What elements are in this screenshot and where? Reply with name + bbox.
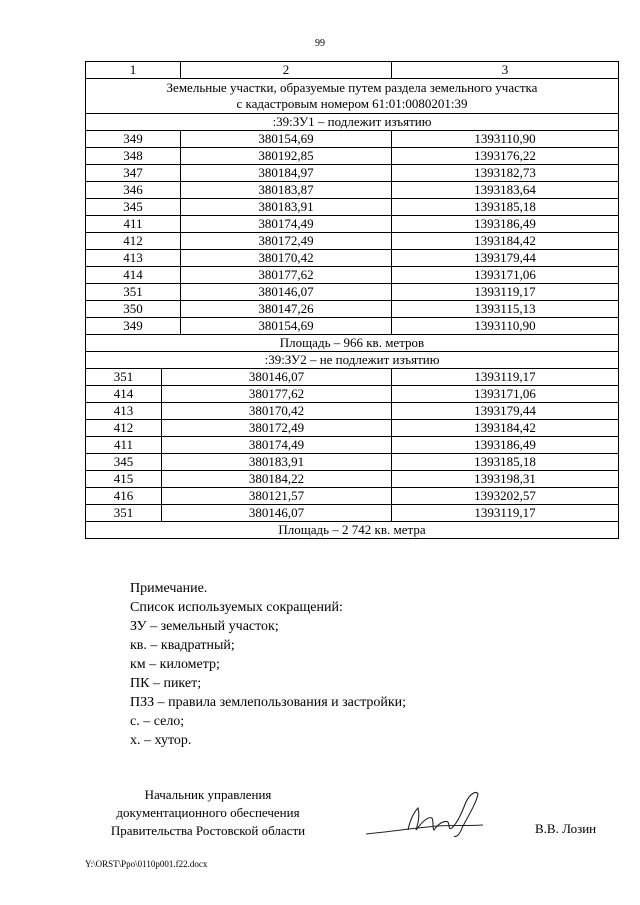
point-number-cell: 350	[86, 301, 181, 318]
y-coordinate-cell: 1393198,31	[392, 471, 619, 488]
point-number-cell: 345	[86, 199, 181, 216]
x-coordinate-cell: 380172,49	[162, 420, 392, 437]
y-coordinate-cell: 1393110,90	[392, 131, 619, 148]
note-line: с. – село;	[130, 714, 185, 729]
part1-area-row	[86, 335, 619, 352]
x-coordinate-cell: 380177,62	[162, 386, 392, 403]
y-coordinate-cell: 1393202,57	[392, 488, 619, 505]
x-coordinate-cell: 380170,42	[181, 250, 392, 267]
y-coordinate-cell: 1393171,06	[392, 386, 619, 403]
table-row	[86, 267, 619, 284]
page-number: 99	[315, 38, 325, 49]
x-coordinate-cell: 380183,91	[162, 454, 392, 471]
table-row	[86, 165, 619, 182]
table-row	[86, 471, 619, 488]
y-coordinate-cell: 1393186,49	[392, 216, 619, 233]
section-title-line: с кадастровым номером 61:01:0080201:39	[236, 96, 468, 111]
part2-title-row	[86, 352, 619, 369]
file-path: Y:\ORST\Ppo\0110p001.f22.docx	[85, 859, 208, 869]
point-number-cell: 411	[86, 216, 181, 233]
x-coordinate-cell: 380146,07	[162, 505, 392, 522]
y-coordinate-cell: 1393115,13	[392, 301, 619, 318]
table-row	[86, 369, 619, 386]
x-coordinate-cell: 380174,49	[181, 216, 392, 233]
x-coordinate-cell: 380184,97	[181, 165, 392, 182]
point-number-cell: 351	[86, 369, 162, 386]
column-header: 2	[181, 62, 392, 79]
x-coordinate-cell: 380177,62	[181, 267, 392, 284]
note-line: Список используемых сокращений:	[130, 600, 343, 615]
point-number-cell: 413	[86, 403, 162, 420]
table-row	[86, 199, 619, 216]
point-number-cell: 413	[86, 250, 181, 267]
part1-title: :39:ЗУ1 – подлежит изъятию	[86, 114, 619, 131]
table-row	[86, 488, 619, 505]
y-coordinate-cell: 1393185,18	[392, 199, 619, 216]
position-line: документационного обеспечения	[116, 805, 300, 820]
point-number-cell: 414	[86, 386, 162, 403]
coordinates-table	[85, 61, 619, 369]
table-row	[86, 454, 619, 471]
y-coordinate-cell: 1393185,18	[392, 454, 619, 471]
note-line: х. – хутор.	[130, 733, 192, 748]
y-coordinate-cell: 1393171,06	[392, 267, 619, 284]
table-row	[86, 216, 619, 233]
y-coordinate-cell: 1393182,73	[392, 165, 619, 182]
table-row	[86, 505, 619, 522]
x-coordinate-cell: 380192,85	[181, 148, 392, 165]
column-header: 3	[392, 62, 619, 79]
y-coordinate-cell: 1393179,44	[392, 403, 619, 420]
part-title-row	[86, 114, 619, 131]
point-number-cell: 349	[86, 318, 181, 335]
x-coordinate-cell: 380154,69	[181, 318, 392, 335]
x-coordinate-cell: 380147,26	[181, 301, 392, 318]
signer-name: В.В. Лозин	[535, 821, 597, 836]
point-number-cell: 416	[86, 488, 162, 505]
table-row	[86, 318, 619, 335]
y-coordinate-cell: 1393119,17	[392, 505, 619, 522]
x-coordinate-cell: 380154,69	[181, 131, 392, 148]
note-line: ЗУ – земельный участок;	[130, 619, 279, 634]
part2-area: Площадь – 2 742 кв. метра	[86, 522, 619, 539]
table-row	[86, 284, 619, 301]
point-number-cell: 347	[86, 165, 181, 182]
table-row	[86, 301, 619, 318]
table-row	[86, 182, 619, 199]
y-coordinate-cell: 1393186,49	[392, 437, 619, 454]
note-line: Примечание.	[130, 581, 208, 596]
y-coordinate-cell: 1393184,42	[392, 233, 619, 250]
table-header-row	[86, 62, 619, 79]
handwritten-signature	[358, 782, 508, 842]
y-coordinate-cell: 1393176,22	[392, 148, 619, 165]
note-line: ПЗЗ – правила землепользования и застройки;	[130, 695, 407, 710]
note-line: км – километр;	[130, 657, 220, 672]
x-coordinate-cell: 380174,49	[162, 437, 392, 454]
part2-title: :39:ЗУ2 – не подлежит изъятию	[86, 352, 619, 369]
table-row	[86, 386, 619, 403]
section-title-line: Земельные участки, образуемые путем раздела земельного участка	[166, 80, 538, 95]
x-coordinate-cell: 380146,07	[162, 369, 392, 386]
x-coordinate-cell: 380183,87	[181, 182, 392, 199]
position-line: Правительства Ростовской области	[110, 823, 306, 838]
point-number-cell: 412	[86, 420, 162, 437]
point-number-cell: 412	[86, 233, 181, 250]
y-coordinate-cell: 1393184,42	[392, 420, 619, 437]
table-row	[86, 131, 619, 148]
x-coordinate-cell: 380183,91	[181, 199, 392, 216]
column-header: 1	[86, 62, 181, 79]
point-number-cell: 345	[86, 454, 162, 471]
y-coordinate-cell: 1393119,17	[392, 284, 619, 301]
table-row	[86, 403, 619, 420]
table-row	[86, 250, 619, 267]
point-number-cell: 351	[86, 284, 181, 301]
part1-area: Площадь – 966 кв. метров	[86, 335, 619, 352]
coordinates-table-part2	[85, 368, 619, 539]
table-row	[86, 437, 619, 454]
y-coordinate-cell: 1393119,17	[392, 369, 619, 386]
signature-position	[92, 786, 324, 840]
note-line: ПК – пикет;	[130, 676, 202, 691]
notes-block	[130, 579, 406, 750]
x-coordinate-cell: 380184,22	[162, 471, 392, 488]
x-coordinate-cell: 380170,42	[162, 403, 392, 420]
point-number-cell: 348	[86, 148, 181, 165]
x-coordinate-cell: 380121,57	[162, 488, 392, 505]
x-coordinate-cell: 380146,07	[181, 284, 392, 301]
note-line: кв. – квадратный;	[130, 638, 235, 653]
y-coordinate-cell: 1393183,64	[392, 182, 619, 199]
y-coordinate-cell: 1393110,90	[392, 318, 619, 335]
point-number-cell: 415	[86, 471, 162, 488]
point-number-cell: 411	[86, 437, 162, 454]
table-row	[86, 148, 619, 165]
point-number-cell: 414	[86, 267, 181, 284]
part2-area-row	[86, 522, 619, 539]
section-title-row	[86, 79, 619, 114]
point-number-cell: 346	[86, 182, 181, 199]
position-line: Начальник управления	[144, 787, 272, 802]
point-number-cell: 349	[86, 131, 181, 148]
section-title	[86, 79, 619, 114]
y-coordinate-cell: 1393179,44	[392, 250, 619, 267]
x-coordinate-cell: 380172,49	[181, 233, 392, 250]
point-number-cell: 351	[86, 505, 162, 522]
table-row	[86, 233, 619, 250]
table-row	[86, 420, 619, 437]
